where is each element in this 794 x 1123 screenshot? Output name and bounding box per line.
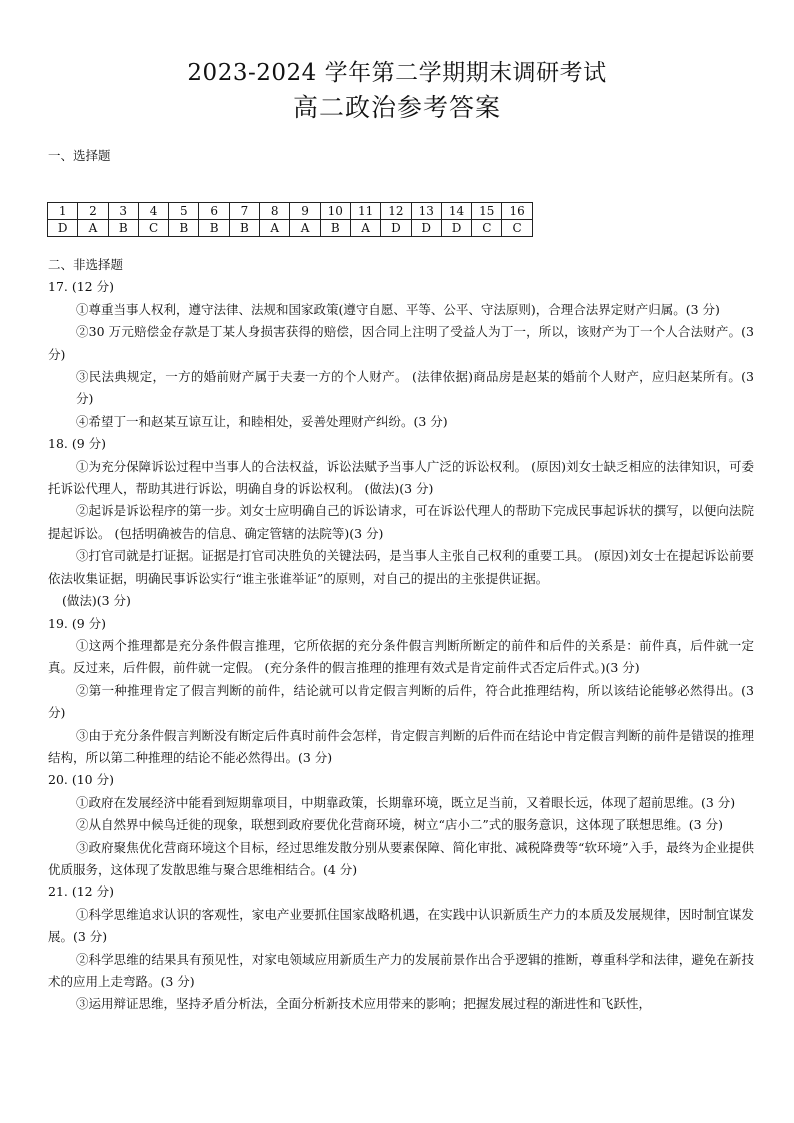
non-choice-section <box>48 254 754 1016</box>
answer-cell: B <box>229 220 259 237</box>
answer-paragraph: ①尊重当事人权利，遵守法律、法规和国家政策(遵守自愿、平等、公平、守法原则)，合理合法界定财产归属。(3 分) <box>76 301 720 317</box>
answer-cell: A <box>350 220 380 237</box>
answer-cell: B <box>169 220 199 237</box>
answer-paragraph: ②30 万元赔偿金存款是丁某人身损害获得的赔偿，因合同上注明了受益人为丁一，所以，该财产为丁一个人合法财产。(3 分) <box>48 324 754 362</box>
answer-cell: C <box>472 220 502 237</box>
question-number-cell: 14 <box>441 203 471 220</box>
question-number-cell: 12 <box>381 203 411 220</box>
answer-row <box>48 220 533 237</box>
answer-paragraph: ①科学思维追求认识的客观性，家电产业要抓住国家战略机遇，在实践中认识新质生产力的本质及发展规律，因时制宜谋发展。(3 分) <box>48 906 754 945</box>
question-label: 17. (12 分) <box>48 279 114 295</box>
question-number-cell: 4 <box>138 203 168 220</box>
question-number-cell: 16 <box>502 203 532 220</box>
answer-paragraph: ②起诉是诉讼程序的第一步。刘女士应明确自己的诉讼请求，可在诉讼代理人的帮助下完成民事起诉状的撰写，以便向法院提起诉讼。 (包括明确被告的信息、确定管辖的法院等)(3 分) <box>48 503 754 541</box>
question-number-cell: 11 <box>350 203 380 220</box>
question-number-cell: 13 <box>411 203 441 220</box>
answer-paragraph: ②科学思维的结果具有预见性，对家电领域应用新质生产力的发展前景作出合乎逻辑的推断，尊重科学和法律，避免在新技术的应用上走弯路。(3 分) <box>48 951 754 989</box>
question-number-cell: 15 <box>472 203 502 220</box>
answer-paragraph: (做法)(3 分) <box>62 593 131 609</box>
answer-cell: A <box>78 220 108 237</box>
document-title: 2023-2024 学年第二学期期末调研考试 <box>187 60 607 86</box>
question-label: 19. (9 分) <box>48 615 107 631</box>
answer-paragraph: ③由于充分条件假言判断没有断定后件真时前件会怎样，肯定假言判断的后件而在结论中肯定假言判断的前件是错误的推理结构，所以第二种推理的结论不能必然得出。(3 分) <box>48 727 754 765</box>
answer-cell: D <box>411 220 441 237</box>
section-heading-choice: 一、选择题 <box>48 148 111 163</box>
question-number-row <box>48 203 533 220</box>
answer-paragraph: ②从自然界中候鸟迁徙的现象，联想到政府要优化营商环境，树立“店小二”式的服务意识，这体现了联想思维。(3 分) <box>76 817 723 833</box>
section-heading-nonchoice: 二、非选择题 <box>48 257 124 272</box>
answer-paragraph: ③民法典规定，一方的婚前财产属于夫妻一方的个人财产。 (法律依据)商品房是赵某的婚前个人财产，应归赵某所有。(3 分) <box>76 369 754 407</box>
question-number-cell: 1 <box>48 203 78 220</box>
question-number-cell: 9 <box>290 203 320 220</box>
answer-paragraph: ①为充分保障诉讼过程中当事人的合法权益，诉讼法赋予当事人广泛的诉讼权利。 (原因)刘女士缺乏相应的法律知识，可委托诉讼代理人，帮助其进行诉讼，明确自身的诉讼权利。 (做法)(3 分) <box>48 458 754 497</box>
question-label: 21. (12 分) <box>48 884 114 900</box>
answer-cell: D <box>381 220 411 237</box>
answer-cell: B <box>320 220 350 237</box>
answer-cell: B <box>199 220 229 237</box>
answer-paragraph: ①政府在发展经济中能看到短期靠项目，中期靠政策，长期靠环境，既立足当前，又着眼长远，体现了超前思维。(3 分) <box>76 794 736 810</box>
answer-paragraph: ①这两个推理都是充分条件假言推理，它所依据的充分条件假言判断所断定的前件和后件的关系是：前件真，后件就一定真。反过来，后件假，前件就一定假。 (充分条件的假言推理的推理有效式是肯定前件式否定后件式。)(3 分) <box>48 637 754 676</box>
answer-cell: D <box>48 220 78 237</box>
question-number-cell: 7 <box>229 203 259 220</box>
question-label: 20. (10 分) <box>48 772 114 788</box>
question-number-cell: 10 <box>320 203 350 220</box>
question-label: 18. (9 分) <box>48 436 107 452</box>
answer-paragraph: ③政府聚焦优化营商环境这个目标，经过思维发散分别从要素保障、简化审批、减税降费等“软环境”入手，最终为企业提供优质服务，这体现了发散思维与聚合思维相结合。(4 分) <box>48 839 754 877</box>
answer-cell: D <box>441 220 471 237</box>
answer-cell: C <box>502 220 532 237</box>
question-number-cell: 8 <box>260 203 290 220</box>
answer-paragraph: ②第一种推理肯定了假言判断的前件，结论就可以肯定假言判断的后件，符合此推理结构，所以该结论能够必然得出。(3 分) <box>48 682 754 721</box>
question-number-cell: 5 <box>169 203 199 220</box>
question-number-cell: 2 <box>78 203 108 220</box>
document-subtitle: 高二政治参考答案 <box>292 93 501 122</box>
answer-cell: A <box>290 220 320 237</box>
question-number-cell: 6 <box>199 203 229 220</box>
answer-cell: C <box>138 220 168 237</box>
answer-cell: B <box>108 220 138 237</box>
answer-paragraph: ④希望丁一和赵某互谅互让，和睦相处，妥善处理财产纠纷。(3 分) <box>76 413 448 429</box>
answer-paragraph: ③运用辩证思维，坚持矛盾分析法，全面分析新技术应用带来的影响；把握发展过程的渐进性和飞跃性， <box>76 996 652 1012</box>
question-number-cell: 3 <box>108 203 138 220</box>
answer-table <box>47 202 533 237</box>
answer-cell: A <box>260 220 290 237</box>
answer-paragraph: ③打官司就是打证据。证据是打官司决胜负的关键法码，是当事人主张自己权利的重要工具。 (原因)刘女士在提起诉讼前要依法收集证据，明确民事诉讼实行“谁主张谁举证”的原则，对自己的提出的主张提供证据。 <box>48 548 754 586</box>
